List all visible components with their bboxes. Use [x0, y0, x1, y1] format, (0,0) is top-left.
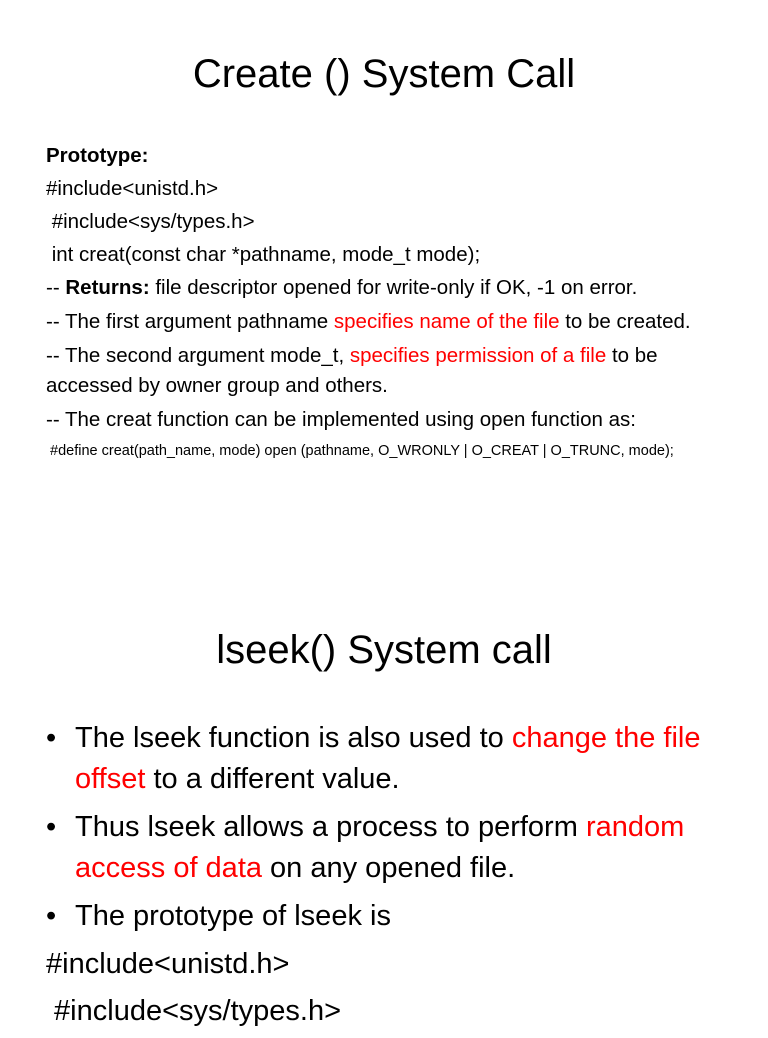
second-argument-paragraph: [46, 341, 736, 401]
returns-prefix: --: [46, 276, 66, 299]
arg2-prefix: -- The second argument mode_t,: [46, 344, 350, 367]
bullet2-highlight: random access of data: [75, 811, 685, 884]
slide-body: [46, 718, 726, 1038]
arg1-prefix: -- The first argument pathname: [46, 310, 334, 333]
bullet-icon: •: [46, 811, 57, 843]
code-line-include-types: #include<sys/types.h>: [46, 995, 342, 1027]
bullet2-prefix: Thus lseek allows a process to perform: [75, 811, 586, 843]
bullet-icon: •: [46, 722, 57, 754]
slide-title: Create () System Call: [192, 52, 576, 96]
code-line-include-types: #include<sys/types.h>: [46, 210, 255, 233]
slide-title: lseek() System call: [216, 628, 552, 672]
returns-text: file descriptor opened for write-only if OK, -1 on error.: [149, 276, 638, 299]
bullet-item: [46, 718, 726, 800]
bullet-icon: •: [46, 900, 57, 932]
code-line-signature: int creat(const char *pathname, mode_t mode);: [46, 243, 481, 266]
returns-label: Returns:: [65, 276, 150, 299]
first-argument-paragraph: [46, 307, 736, 337]
implementation-paragraph: -- The creat function can be implemented using open function as:: [46, 408, 636, 431]
bullet-item: [46, 807, 726, 889]
arg1-highlight: specifies name of the file: [333, 310, 560, 333]
prototype-heading: [46, 141, 736, 171]
define-macro-line: #define creat(path_name, mode) open (pathname, O_WRONLY | O_CREAT | O_TRUNC, mode);: [46, 443, 674, 459]
bullet1-suffix: to a different value.: [145, 763, 400, 795]
slide-lseek-system-call: [0, 600, 768, 1027]
bullet-item: [46, 896, 726, 937]
bullet1-highlight: change the file offset: [75, 722, 701, 795]
prototype-label: Prototype:: [46, 144, 149, 167]
arg2-suffix: to be accessed by owner group and others.: [46, 344, 664, 397]
arg2-highlight: specifies permission of a file: [349, 344, 607, 367]
returns-paragraph: [46, 273, 736, 303]
bullet2-suffix: on any opened file.: [262, 852, 516, 884]
code-line-include-unistd: #include<unistd.h>: [46, 948, 290, 980]
slide-body: [46, 141, 736, 466]
code-line-include-unistd: #include<unistd.h>: [46, 177, 219, 200]
bullet3-text: The prototype of lseek is: [75, 900, 391, 932]
arg1-suffix: to be created.: [559, 310, 691, 333]
bullet1-prefix: The lseek function is also used to: [75, 722, 512, 754]
